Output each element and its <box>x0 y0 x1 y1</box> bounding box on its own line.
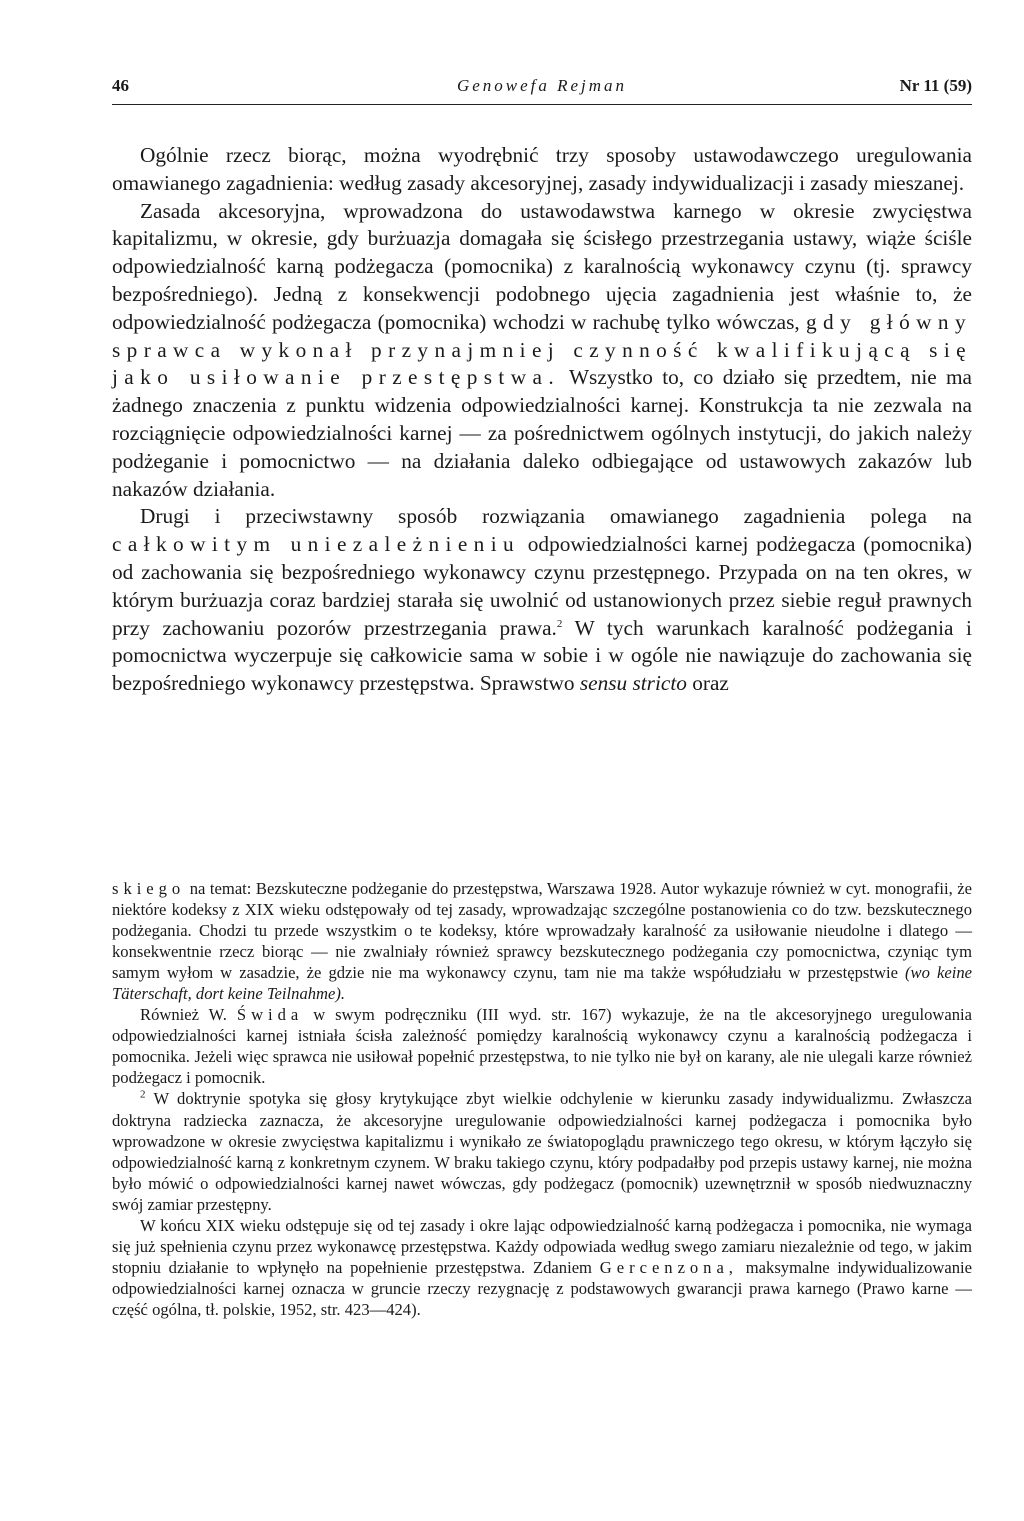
running-author: Genowefa Rejman <box>456 76 628 95</box>
paragraph-text: Drugi i przeciwstawny sposób rozwiązania omawianego zagadnienia polega na <box>140 504 972 529</box>
issue-number: Nr 11 (59) <box>899 76 972 95</box>
footnote-number: 2 <box>140 1088 146 1101</box>
header-rule <box>112 104 972 105</box>
paragraph-text: Zasada akcesoryjna, wprowadzona do ustawodawstwa karnego w okresie zwycięstwa kapitalizmu, w okresie, gdy burżuazja domagała się ścisłego przestrzegania ustawy, wiąże ściśle odpowiedzialność karną podżegacza (pomocnika) z karalnością wykonawcy czynu (tj. sprawcy bezpośredniego). Jedną z konsekwencji podobnego ujęcia zagadnienia jest właśnie to, że odpowiedzialność podżegacza (pomocnika) wchodzi w rachubę tylko wówczas, <box>112 198 972 334</box>
italic-term: sensu stricto <box>579 671 687 696</box>
paragraph-text: oraz <box>692 671 729 696</box>
spaced-emphasis: Gercenzona, <box>599 1257 738 1277</box>
footnote-text: Również W. <box>140 1005 227 1025</box>
paragraph-text: Wszystko to, co działo się przedtem, nie ma żadnego znaczenia z punktu widzenia odpowiedzialności karnej. Konstrukcja ta nie zezwala na rozciągnięcie odpowiedzialności karnej — za pośrednictwem ogólnych instytucji, do jakich należy podżeganie i pomocnictwo — na działania daleko odbiegające od ustawowych zakazów lub nakazów działania. <box>112 365 972 501</box>
footnote-text: na temat: Bezskuteczne podżeganie do przestępstwa, Warszawa 1928. Autor wykazuje również w cyt. monografii, że niektóre kodeksy z XIX wieku odstępowały od tej zasady, wprowadzając szczególne postanowienia co do tzw. bezskutecznego podżegania. Chodzi tu przede wszystkim o te kodeksy, które wprowadzały karalność za usiłowanie nieudolne i dlatego — konsekwentnie rzecz biorąc — nie zwalniały również sprawcy bezskutecznego podżegania czy pomocnictwa, czyniąc tym samym wyłom w zasadzie, że gdzie nie ma wykonawcy czynu, tam nie ma także współudziału w przestępstwie <box>112 879 972 983</box>
paragraph-text: odpowiedzialności karnej podżegacza (pomocnika) od zachowania się bezpośredniego wykonawcy czynu przestępnego. Przypada on na ten okres, w którym burżuazja coraz bardziej starała się uwolnić od ustanowionych przez siebie reguł prawnych przy zachowaniu pozorów przestrzegania prawa. <box>112 532 972 640</box>
footnote-text: w swym podręczniku (III wyd. str. 167) wykazuje, że na tle akcesoryjnego uregulowania odpowiedzialności karnej istniała ścisła zależność pomiędzy karalnością wykonawcy czynu a karalnością podżegacza i pomocnika. Jeżeli więc sprawca nie usiłował popełnić przestępstwa, to nie tylko nie był on karany, ale nie ulegali karze również podżegacz i pomocnik. <box>112 1005 972 1088</box>
main-text <box>112 142 972 698</box>
italic-phrase: (wo keine Täterschaft, dort keine Teilnahme). <box>112 963 972 1004</box>
spaced-emphasis: gdy główny sprawca wykonał przynajmniej czynność kwalifikującą się jako usiłowanie przestępstwa. <box>112 309 973 390</box>
spaced-emphasis: całkowitym uniezależnieniu <box>112 532 521 557</box>
paragraph <box>112 198 972 504</box>
spaced-emphasis: Świda <box>236 1005 304 1025</box>
paragraph-text: Ogólnie rzecz biorąc, można wyodrębnić trzy sposoby ustawodawczego uregulowania omawianego zagadnienia: według zasady akcesoryjnej, zasady indywidualizacji i zasady mieszanej. <box>112 143 972 195</box>
footnote-text: W doktrynie spotyka się głosy krytykujące zbyt wielkie odchylenie w kierunku zasady indywidualizmu. Zwłaszcza doktryna radziecka zaznacza, że akcesoryjne uregulowanie odpowiedzialności karnej podżegacza i pomocnika było wprowadzone w okresie zwycięstwa kapitalizmu i wynikało ze światopoglądu prawniczego tego okresu, w którym łączyło się odpowiedzialność karną z konkretnym czynem. W braku takiego czynu, który podpadałby pod przepis ustawy karnej, nie można było mówić o odpowiedzialności karnej nawet wówczas, gdy podżegacz (pomocnik) uzewnętrznił w sposób niedwuznaczny swój zamiar przestępny. <box>112 1089 972 1214</box>
paragraph-text: W tych warunkach karalność podżegania i pomocnictwa wyczerpuje się całkowicie sama w sobie i w ogóle nie nawiązuje do zachowania się bezpośredniego wykonawcy przestępstwa. Sprawstwo <box>112 615 972 696</box>
footnotes <box>112 878 972 1320</box>
footnote <box>112 1088 972 1214</box>
paragraph <box>112 503 972 698</box>
footnote-text: maksymalne indywidualizowanie odpowiedzialności karnej oznacza w gruncie rzeczy rezygnację z podstawowych gwarancji prawa karnego (Prawo karne — część ogólna, tł. polskie, 1952, str. 423—424). <box>112 1257 972 1319</box>
footnote-continuation <box>112 878 972 1004</box>
footnote <box>112 1215 972 1320</box>
footnote-text: W końcu XIX wieku odstępuje się od tej zasady i okre lając odpowiedzialność karną podżegacza i pomocnika, nie wymaga się już spełnienia czynu przez wykonawcę przestępstwa. Każdy odpowiada według swego zamiaru niezależnie od tego, w jakim stopniu działanie to wpłynęło na popełnienie przestępstwa. Zdaniem <box>112 1215 972 1277</box>
footnote-reference: 2 <box>556 617 563 630</box>
running-header <box>112 72 972 100</box>
page-number: 46 <box>112 76 129 95</box>
footnote <box>112 1004 972 1088</box>
spaced-emphasis: skiego <box>112 879 186 898</box>
paragraph <box>112 142 972 198</box>
